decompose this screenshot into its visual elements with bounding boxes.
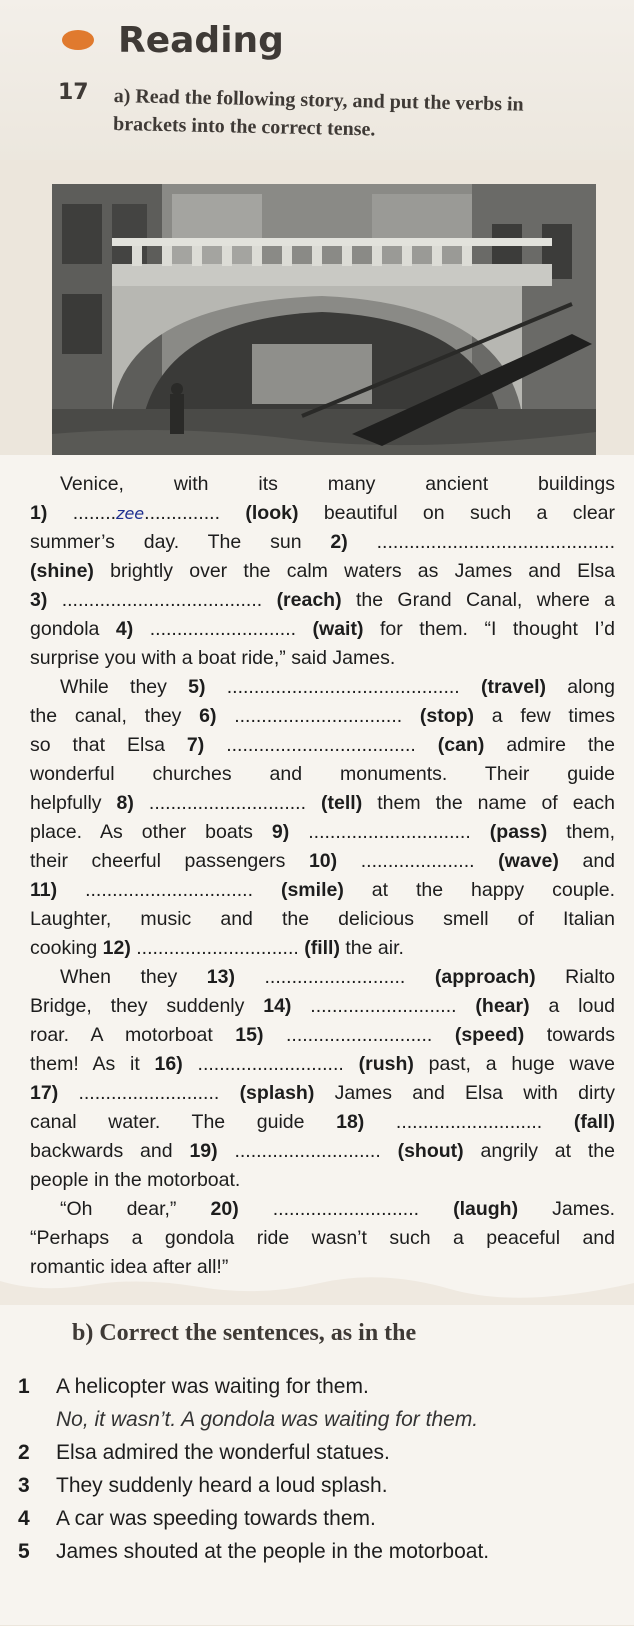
- gap-number: 17): [30, 1082, 59, 1104]
- text: angrily at the: [463, 1140, 615, 1162]
- gap-3[interactable]: .....................................: [61, 589, 263, 611]
- text: While they: [60, 676, 189, 698]
- correction-list: [18, 1370, 618, 1568]
- story-line: [30, 963, 615, 992]
- verb-hint: (smile): [280, 879, 344, 901]
- text: roar. A motorboat: [30, 1024, 236, 1046]
- item-number: 2: [18, 1441, 30, 1464]
- verb-hint: (shout): [397, 1140, 464, 1162]
- gap-5[interactable]: ...........................................: [226, 676, 460, 698]
- text: at the happy couple.: [343, 879, 615, 901]
- list-item: [18, 1469, 618, 1502]
- verb-hint: (speed): [454, 1024, 525, 1046]
- story-line: [30, 1195, 615, 1224]
- story-line: [30, 1224, 615, 1253]
- gap-number: 19): [189, 1140, 218, 1162]
- gap-number: 20): [210, 1198, 239, 1220]
- gap-4[interactable]: ...........................: [149, 618, 297, 640]
- text: helpfully: [30, 792, 117, 814]
- story-line: [30, 1166, 615, 1195]
- gap-11[interactable]: ...............................: [85, 879, 254, 901]
- verb-hint: (travel): [480, 676, 547, 698]
- text: summer’s day. The sun: [30, 531, 331, 553]
- text: so that Elsa: [30, 734, 187, 756]
- story-line: [30, 789, 615, 818]
- text: backwards and: [30, 1140, 190, 1162]
- gap-14[interactable]: ...........................: [310, 995, 457, 1017]
- gap-6[interactable]: ...............................: [234, 705, 403, 727]
- gap-13[interactable]: ..........................: [264, 966, 406, 988]
- text: Bridge, they suddenly: [30, 995, 264, 1017]
- verb-hint: (fall): [573, 1111, 615, 1133]
- gap-8[interactable]: .............................: [148, 792, 307, 814]
- exercise-instruction: a) Read the following story, and put the verbs in brackets into the correct tense.: [112, 84, 524, 141]
- item-sentence: James shouted at the people in the motorboat.: [56, 1540, 490, 1563]
- text: romantic idea after all!”: [30, 1256, 229, 1278]
- gap-15[interactable]: ...........................: [286, 1024, 433, 1046]
- text: them! As it: [30, 1053, 155, 1075]
- part-b-heading: b) Correct the sentences, as in the: [72, 1320, 417, 1346]
- story-line: [30, 557, 615, 586]
- gap-10[interactable]: .....................: [360, 850, 475, 872]
- verb-hint: (reach): [276, 589, 342, 611]
- gap-number: 12): [102, 937, 131, 959]
- text: and: [558, 850, 616, 872]
- verb-hint: (look): [245, 502, 299, 524]
- section-bullet-icon: [62, 30, 94, 50]
- story-line: [30, 905, 615, 934]
- text: along: [546, 676, 615, 698]
- verb-hint: (shine): [30, 560, 94, 582]
- text: past, a huge wave: [413, 1053, 616, 1075]
- gap-number: 9): [271, 821, 290, 843]
- story-line: [30, 992, 615, 1021]
- text: their cheerful passengers: [30, 850, 309, 872]
- story-text: [30, 470, 615, 1282]
- story-line: [30, 499, 615, 528]
- text: James and Elsa with dirty: [314, 1082, 615, 1104]
- story-line: [30, 702, 615, 731]
- text: the canal, they: [30, 705, 200, 727]
- verb-hint: (splash): [239, 1082, 315, 1104]
- story-line: [30, 876, 615, 905]
- text: a few times: [474, 705, 615, 727]
- section-title: Reading: [118, 20, 284, 61]
- gap-12[interactable]: ..............................: [136, 937, 299, 959]
- gap-number: 10): [308, 850, 338, 872]
- story-line: [30, 1050, 615, 1079]
- verb-hint: (tell): [321, 792, 363, 814]
- story-line: [30, 818, 615, 847]
- item-sentence: They suddenly heard a loud splash.: [56, 1474, 388, 1497]
- text: admire the: [484, 734, 615, 756]
- gap-number: 14): [263, 995, 292, 1017]
- gap-2[interactable]: ............................................: [376, 531, 615, 553]
- text: them the name of each: [362, 792, 616, 814]
- text: people in the motorboat.: [30, 1169, 241, 1191]
- text: canal water. The guide: [30, 1111, 337, 1133]
- verb-hint: (rush): [358, 1053, 414, 1075]
- list-item: [18, 1502, 618, 1535]
- text: a loud: [529, 995, 616, 1017]
- text: Rialto: [535, 966, 615, 988]
- story-line: [30, 528, 615, 557]
- story-line: [30, 644, 615, 673]
- verb-hint: (stop): [419, 705, 475, 727]
- story-line: [30, 673, 615, 702]
- exercise-number: 17: [58, 80, 89, 105]
- list-item: [18, 1370, 618, 1403]
- gap-number: 2): [330, 531, 348, 553]
- story-line: [30, 615, 615, 644]
- item-sentence: Elsa admired the wonderful statues.: [56, 1441, 390, 1464]
- gap-number: 8): [116, 792, 134, 814]
- list-item: [18, 1535, 618, 1568]
- answer-text: No, it wasn’t. A gondola was waiting for them.: [56, 1408, 479, 1431]
- story-line: [30, 586, 615, 615]
- item-sentence: A helicopter was waiting for them.: [56, 1375, 369, 1398]
- verb-hint: (approach): [434, 966, 536, 988]
- text: wonderful churches and monuments. Their guide: [30, 763, 615, 785]
- text: “Oh dear,”: [60, 1198, 211, 1220]
- story-line: [30, 1021, 615, 1050]
- gap-20[interactable]: ...........................: [272, 1198, 420, 1220]
- venice-bridge-photo: [52, 184, 596, 474]
- text: towards: [524, 1024, 616, 1046]
- item-number: 1: [18, 1375, 30, 1398]
- text: beautiful on such a clear: [298, 502, 616, 524]
- text: Venice, with its many ancient buildings: [60, 473, 615, 495]
- gap-number: 7): [186, 734, 205, 756]
- gap-7[interactable]: ...................................: [226, 734, 416, 756]
- story-line: [30, 934, 615, 963]
- gap-19[interactable]: ...........................: [234, 1140, 381, 1162]
- text: for them. “I thought I’d: [363, 618, 616, 640]
- item-sentence: A car was speeding towards them.: [56, 1507, 376, 1530]
- page-tear-divider: [0, 1275, 634, 1305]
- gap-16[interactable]: ...........................: [197, 1053, 344, 1075]
- story-line: [30, 470, 615, 499]
- text: Laughter, music and the delicious smell of Italian: [30, 908, 615, 930]
- item-number: 4: [18, 1507, 30, 1530]
- verb-hint: (can): [437, 734, 485, 756]
- story-line: [30, 1108, 615, 1137]
- text: brightly over the calm waters as James and Elsa: [93, 560, 615, 582]
- list-item: [18, 1436, 618, 1469]
- example-answer: [18, 1403, 618, 1436]
- text: “Perhaps a gondola ride wasn’t such a peaceful and: [30, 1227, 615, 1249]
- text: place. As other boats: [30, 821, 272, 843]
- item-number: 3: [18, 1474, 30, 1497]
- gap-number: 1): [30, 502, 48, 524]
- gap-number: 16): [154, 1053, 183, 1075]
- gap-9[interactable]: ..............................: [308, 821, 471, 843]
- gap-number: 5): [188, 676, 206, 698]
- story-line: [30, 1079, 615, 1108]
- story-line: [30, 760, 615, 789]
- handwritten-answer: zee: [116, 504, 145, 523]
- text: James.: [518, 1198, 615, 1220]
- text: surprise you with a boat ride,” said James.: [30, 647, 396, 669]
- verb-hint: (pass): [489, 821, 548, 843]
- text: them,: [547, 821, 616, 843]
- story-line: [30, 847, 615, 876]
- text: the air.: [339, 937, 404, 959]
- gap-number: 6): [199, 705, 217, 727]
- gap-17[interactable]: ..........................: [78, 1082, 220, 1104]
- verb-hint: (laugh): [453, 1198, 519, 1220]
- text: cooking: [30, 937, 103, 959]
- story-line: [30, 1137, 615, 1166]
- gap-number: 18): [336, 1111, 365, 1133]
- text: gondola: [30, 618, 116, 640]
- gap-number: 13): [206, 966, 235, 988]
- story-line: [30, 731, 615, 760]
- gap-number: 11): [30, 879, 58, 901]
- gap-1[interactable]: ........zee..............: [72, 502, 221, 524]
- verb-hint: (wave): [498, 850, 559, 872]
- gap-18[interactable]: ...........................: [395, 1111, 543, 1133]
- text: the Grand Canal, where a: [341, 589, 616, 611]
- text: When they: [60, 966, 207, 988]
- item-number: 5: [18, 1540, 30, 1563]
- gap-number: 3): [30, 589, 48, 611]
- verb-hint: (fill): [304, 937, 340, 959]
- verb-hint: (hear): [475, 995, 530, 1017]
- verb-hint: (wait): [312, 618, 364, 640]
- gap-number: 4): [115, 618, 134, 640]
- gap-number: 15): [235, 1024, 264, 1046]
